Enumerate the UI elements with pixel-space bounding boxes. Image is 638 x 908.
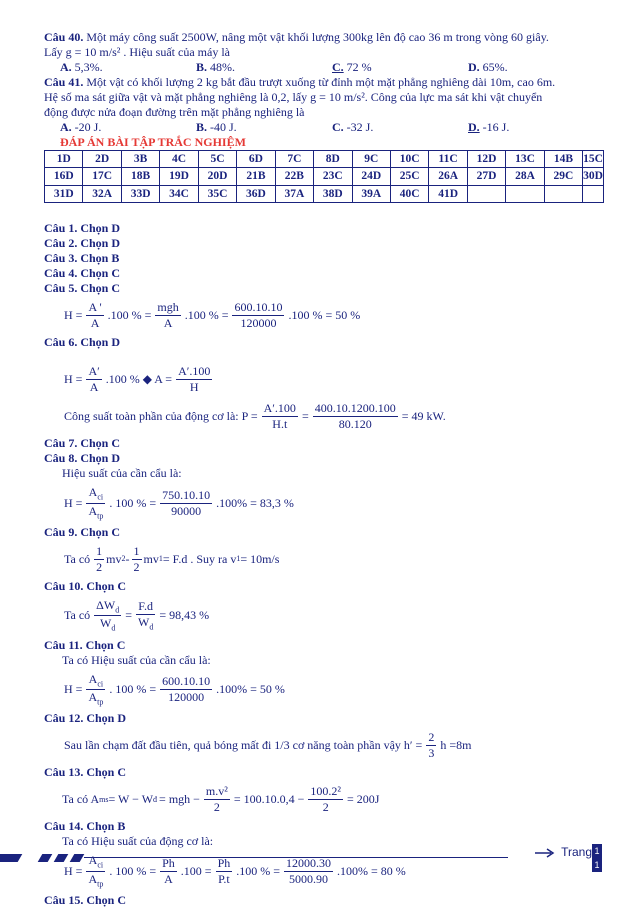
answer-cell: 27D: [467, 168, 505, 185]
question-40: [44, 30, 604, 45]
answer-cell: 3B: [121, 151, 159, 168]
solution-1: Câu 1. Chọn D: [44, 221, 121, 236]
answer-cell: [544, 185, 582, 202]
solution-14-text: Ta có Hiệu suất của động cơ là:: [62, 834, 214, 849]
answer-row: [45, 168, 604, 185]
solution-11: Câu 11. Chọn C: [44, 637, 126, 652]
option-c: C. -32 J.: [332, 120, 374, 134]
answer-cell: 2D: [83, 151, 121, 168]
question-text: Một vật có khối lượng 2 kg bắt đầu trượt xuống từ đỉnh một mặt phẳng nghiêng dài 10m, cao 6m.: [83, 75, 556, 89]
equation-6b: Công suất toàn phần của động cơ là: P = $\frac{A'.100}{H.t}$ = $\frac{400.10.1200.100}{80.120}$ = 49 kW.: [64, 401, 446, 432]
option-d: D. 65%.: [468, 60, 508, 74]
answer-cell: 9C: [352, 151, 390, 168]
solution-8: Câu 8. Chọn D: [44, 451, 121, 466]
arrow-icon: [535, 848, 557, 858]
answer-cell: 23C: [314, 168, 352, 185]
equation-12: Sau lần chạm đất đầu tiên, quả bóng mất đi 1/3 cơ năng toàn phần vậy h′ = $\frac{2}{3}$ h =8m: [64, 730, 472, 761]
equation-5: H = $\frac{A '}{A}$ .100 % = $\frac{\text{mgh}}{A}$ .100 % = $\frac{600.10.10}{120000}$ .100 % = 50 %: [64, 300, 361, 331]
answer-cell: 4C: [160, 151, 198, 168]
solution-2: Câu 2. Chọn D: [44, 236, 121, 251]
question-label: Câu 40.: [44, 30, 84, 44]
solution-5: Câu 5. Chọn C: [44, 281, 121, 296]
answer-cell: 24D: [352, 168, 390, 185]
option-a: A. 5,3%.: [60, 60, 103, 74]
option-a: A. -20 J.: [60, 120, 102, 134]
answer-cell: 14B: [544, 151, 582, 168]
answer-key-table: [44, 150, 604, 203]
solution-12: Câu 12. Chọn D: [44, 711, 127, 726]
option-d: D. -16 J.: [468, 120, 510, 134]
answer-cell: 25C: [390, 168, 428, 185]
solution-15: Câu 15. Chọn C: [44, 893, 127, 908]
answer-cell: 35C: [198, 185, 236, 202]
answer-cell: 41D: [429, 185, 467, 202]
equation-14: H = $\frac{A_{ci}}{A_{tp}}$ . 100 % = $\frac{Ph}{A}$ .100 = $\frac{Ph}{P.t}$ .100 % = $\frac{12000.30}{5000.90}$ .100% = 80 %: [64, 853, 406, 889]
answer-cell: 32A: [83, 185, 121, 202]
answer-cell: 20D: [198, 168, 236, 185]
question-41-options: [60, 120, 604, 135]
question-41-line2: Hệ số ma sát giữa vật và mặt phẳng nghiêng là 0,2, lấy g = 10 m/s². Công của lực ma sát khi vật chuyển: [44, 90, 543, 104]
solution-7: Câu 7. Chọn C: [44, 436, 121, 451]
solution-14: Câu 14. Chọn B: [44, 819, 126, 834]
answer-cell: 16D: [45, 168, 83, 185]
solution-10: Câu 10. Chọn C: [44, 578, 127, 593]
equation-9: Ta có $\frac{1}{2}$ mv 2 - $\frac{1}{2}$ mv 1 = F.d . Suy ra v 1 = 10m/s: [64, 543, 280, 574]
answer-cell: [467, 185, 505, 202]
answer-cell: 40C: [390, 185, 428, 202]
answer-cell: 6D: [237, 151, 275, 168]
answer-cell: 33D: [121, 185, 159, 202]
answer-cell: 22B: [275, 168, 313, 185]
answer-cell: 1D: [45, 151, 83, 168]
footer-stripe: [0, 854, 22, 862]
answer-cell: 30D: [583, 168, 604, 185]
option-c: C. 72 %: [332, 60, 372, 74]
solution-11-text: Ta có Hiệu suất của cần cẩu là:: [62, 652, 211, 667]
answer-cell: 8D: [314, 151, 352, 168]
answer-cell: 29C: [544, 168, 582, 185]
equation-10: Ta có $\frac{\Delta W_d}{W_d}$ = $\frac{F.d}{W_d}$ = 98,43 %: [64, 597, 210, 633]
answer-cell: 31D: [45, 185, 83, 202]
solution-9: Câu 9. Chọn C: [44, 524, 121, 539]
document-page: [44, 30, 604, 908]
question-40-line2: Lấy g = 10 m/s² . Hiệu suất của máy là: [44, 45, 230, 59]
answer-cell: 19D: [160, 168, 198, 185]
answer-cell: 5C: [198, 151, 236, 168]
equation-11: H = $\frac{A_{ci}}{A_{tp}}$ . 100 % = $\frac{600.10.10}{120000}$ .100% = 50 %: [64, 671, 285, 707]
solution-4: Câu 4. Chọn C: [44, 266, 121, 281]
footer-rule: [84, 857, 508, 858]
solution-13: Câu 13. Chọn C: [44, 765, 127, 780]
answer-cell: 12D: [467, 151, 505, 168]
answer-cell: [583, 185, 604, 202]
question-41-line3: động được nửa đoạn đường trên mặt phẳng nghiêng là: [44, 105, 305, 119]
answer-cell: 10C: [390, 151, 428, 168]
answer-cell: 37A: [275, 185, 313, 202]
answer-cell: 21B: [237, 168, 275, 185]
equation-6a: H = $\frac{A'}{A}$ .100 % ◆ A = $\frac{A'.100}{H}$: [64, 364, 211, 395]
answer-cell: 28A: [506, 168, 544, 185]
answer-cell: 13C: [506, 151, 544, 168]
answer-cell: 7C: [275, 151, 313, 168]
answer-key-title: ĐÁP ÁN BÀI TẬP TRẮC NGHIỆM: [60, 135, 246, 149]
footer-page-label: Trang: [535, 845, 592, 860]
equation-8: H = $\frac{A_{ci}}{A_{tp}}$ . 100 % = $\frac{750.10.10}{90000}$ .100% = 83,3 %: [64, 485, 294, 520]
answer-cell: 36D: [237, 185, 275, 202]
question-label: Câu 41.: [44, 75, 84, 89]
page-number-2: 1: [592, 858, 602, 872]
question-41: [44, 75, 604, 90]
answer-row: [45, 151, 604, 168]
option-b: B. -40 J.: [196, 120, 237, 134]
answer-row: [45, 185, 604, 202]
equation-13: Ta có A ms = W − W đ = mgh − $\frac{\text{m.v²}}{2}$ = 100.10.0,4 − $\frac{\text{100.2²}}{2}$ = 200J: [62, 784, 380, 815]
answer-cell: 15C: [583, 151, 604, 168]
answer-cell: 34C: [160, 185, 198, 202]
solution-3: Câu 3. Chọn B: [44, 251, 120, 266]
answer-cell: [506, 185, 544, 202]
answer-cell: 17C: [83, 168, 121, 185]
answer-cell: 18B: [121, 168, 159, 185]
answer-cell: 38D: [314, 185, 352, 202]
solution-6: Câu 6. Chọn D: [44, 335, 121, 350]
answer-cell: 11C: [429, 151, 467, 168]
question-text: Một máy công suất 2500W, nâng một vật khối lượng 300kg lên độ cao 36 m trong vòng 60 giây.: [83, 30, 549, 44]
answer-cell: 39A: [352, 185, 390, 202]
option-b: B. 48%.: [196, 60, 236, 74]
solution-8-text: Hiệu suất của cần cẩu là:: [62, 466, 182, 481]
page-number: 1: [592, 844, 602, 858]
question-40-options: [60, 60, 604, 75]
answer-cell: 26A: [429, 168, 467, 185]
